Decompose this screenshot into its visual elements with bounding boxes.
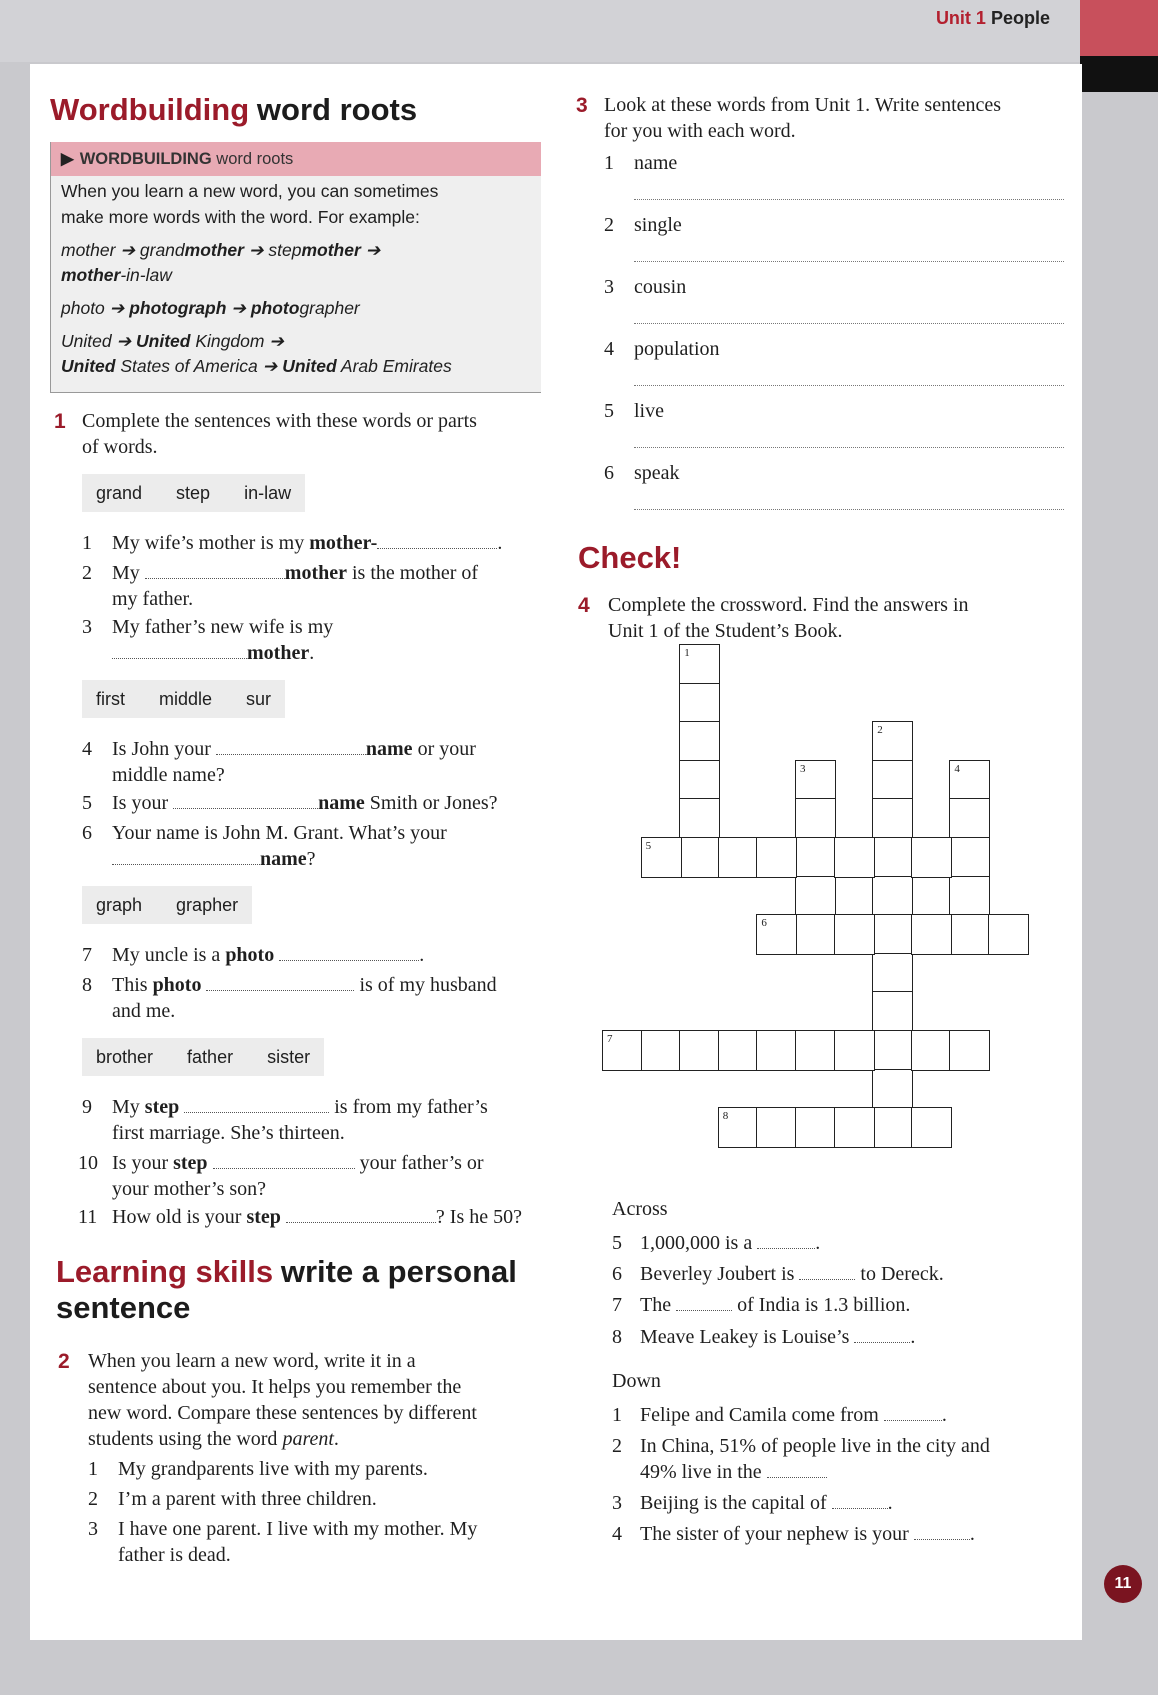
crossword-cell[interactable]: [718, 1030, 759, 1071]
ex4-number: 4: [578, 594, 590, 617]
answer-blank[interactable]: [184, 1094, 329, 1113]
writing-line[interactable]: [634, 199, 1064, 200]
crossword-cell[interactable]: [911, 1107, 952, 1148]
chip: brother: [96, 1047, 154, 1067]
crossword-clue-number: 7: [607, 1033, 613, 1045]
example-photo: photo ➔ photograph ➔ photographer: [61, 298, 360, 318]
topic-label: People: [990, 8, 1050, 28]
answer-blank[interactable]: [854, 1324, 910, 1343]
ex2-item-2: 2 I’m a parent with three children.: [88, 1488, 377, 1510]
crossword-cell[interactable]: [872, 1030, 913, 1071]
ex1-number: 1: [54, 410, 66, 433]
crossword-cell[interactable]: [911, 1030, 952, 1071]
answer-blank[interactable]: [173, 790, 318, 809]
sentence-5: 5 Is your name Smith or Jones?: [82, 792, 498, 814]
answer-blank[interactable]: [112, 640, 247, 659]
crossword-cell[interactable]: [834, 1107, 875, 1148]
ex3-word-5: 5 live: [604, 400, 664, 422]
crossword-cell[interactable]: [949, 837, 990, 878]
edge-strip: [1080, 56, 1158, 92]
crossword-cell[interactable]: [795, 1030, 836, 1071]
chip: graph: [96, 895, 143, 915]
across-clue-8: 8 Meave Leakey is Louise’s .: [612, 1326, 916, 1348]
crossword-cell[interactable]: [795, 837, 836, 878]
answer-blank[interactable]: [286, 1204, 436, 1223]
sentence-10: 10 Is your step your father’s or your mother’s son?: [78, 1152, 484, 1200]
example-mother: mother ➔ grandmother ➔ stepmother ➔ mother-in-law: [61, 240, 381, 285]
sentence-2: 2 My mother is the mother of my father.: [82, 562, 479, 610]
answer-blank[interactable]: [757, 1230, 815, 1249]
crossword-clue-number: 2: [877, 724, 883, 737]
crossword-cell[interactable]: [679, 683, 720, 724]
unit-label: Unit 1: [935, 8, 986, 28]
crossword-cell[interactable]: [949, 914, 990, 955]
crossword-cell[interactable]: [949, 1030, 990, 1071]
answer-blank[interactable]: [767, 1459, 827, 1478]
answer-blank[interactable]: [213, 1150, 355, 1169]
page-number: 11: [1104, 1565, 1142, 1603]
chip: middle: [159, 689, 213, 709]
answer-blank[interactable]: [914, 1521, 970, 1540]
crossword-clue-number: 3: [800, 762, 806, 775]
crossword-cell[interactable]: [795, 1107, 836, 1148]
crossword-cell[interactable]: [911, 837, 952, 878]
chip: sur: [246, 689, 272, 709]
crossword-cell[interactable]: [949, 798, 990, 839]
chip: grapher: [176, 895, 239, 915]
ex3-word-4: 4 population: [604, 338, 720, 360]
across-clue-6: 6 Beverley Joubert is to Dereck.: [612, 1263, 944, 1285]
down-clue-1: 1 Felipe and Camila come from .: [612, 1404, 947, 1426]
answer-blank[interactable]: [206, 972, 354, 991]
answer-blank[interactable]: [884, 1402, 942, 1421]
crossword-cell[interactable]: [872, 1069, 913, 1110]
ex3-word-1: 1 name: [604, 152, 678, 174]
sentence-8: 8 This photo is of my husband and me.: [82, 974, 497, 1022]
down-clue-3: 3 Beijing is the capital of .: [612, 1492, 893, 1514]
crossword-cell[interactable]: [756, 1107, 797, 1148]
across-clue-7: 7 The of India is 1.3 billion.: [612, 1294, 911, 1316]
ex3-word-6: 6 speak: [604, 462, 680, 484]
down-clue-4: 4 The sister of your nephew is your .: [612, 1523, 975, 1545]
chip: sister: [267, 1047, 311, 1067]
crossword-cell[interactable]: [872, 876, 913, 917]
crossword-cell[interactable]: [679, 760, 720, 801]
crossword-cell[interactable]: [872, 798, 913, 839]
crossword-cell[interactable]: [911, 914, 952, 955]
wordbuilding-box: [50, 142, 541, 393]
crossword-cell[interactable]: [872, 1107, 913, 1148]
crossword-cell[interactable]: [756, 837, 797, 878]
ex2-item-3: 3 I have one parent. I live with my mother. My father is dead.: [88, 1518, 478, 1566]
down-heading: Down: [612, 1370, 661, 1392]
across-clue-5: 5 1,000,000 is a .: [612, 1232, 821, 1254]
crossword-cell[interactable]: [641, 1030, 682, 1071]
ex3-number: 3: [576, 94, 588, 117]
sentence-9: 9 My step is from my father’s first marriage. She’s thirteen.: [82, 1096, 488, 1144]
chip: in-law: [244, 483, 292, 503]
wordbuilding-title: Wordbuilding word roots: [50, 92, 418, 127]
answer-blank[interactable]: [799, 1261, 855, 1280]
ex1-instruction: Complete the sentences with these words or parts of words.: [82, 410, 477, 458]
corner-tab: [1080, 0, 1158, 62]
crossword-cell[interactable]: [718, 837, 759, 878]
crossword-cell[interactable]: [872, 837, 913, 878]
learning-skills-title: Learning skills write a personal sentence: [56, 1254, 517, 1325]
answer-blank[interactable]: [216, 736, 366, 755]
chip: father: [187, 1047, 234, 1067]
ex2-item-1: 1 My grandparents live with my parents.: [88, 1458, 428, 1480]
play-arrow-icon: ▶: [61, 150, 74, 168]
ex2-instruction: When you learn a new word, write it in a sentence about you. It helps you remember the new word. Compare these sentences by different students using the word parent.: [88, 1350, 477, 1450]
chip: first: [96, 689, 125, 709]
writing-line[interactable]: [634, 261, 1064, 262]
chip: step: [176, 483, 211, 503]
ex3-word-2: 2 single: [604, 214, 682, 236]
wordbuilding-intro: When you learn a new word, you can sometimes make more words with the word. For example:: [61, 181, 439, 227]
workbook-page: [30, 64, 1082, 1640]
ex3-word-3: 3 cousin: [604, 276, 687, 298]
crossword-cell[interactable]: [679, 1030, 720, 1071]
check-title: Check!: [578, 540, 682, 575]
example-united: United ➔ United Kingdom ➔ United States of America ➔ United Arab Emirates: [61, 331, 452, 376]
crossword-cell[interactable]: [834, 914, 875, 955]
chip: grand: [96, 483, 143, 503]
sentence-11: 11 How old is your step ? Is he 50?: [78, 1206, 522, 1228]
running-header: [936, 8, 1050, 29]
crossword-cell[interactable]: [872, 914, 913, 955]
crossword-cell[interactable]: [949, 876, 990, 917]
word-chips-2: [82, 680, 285, 718]
wordbuilding-box-title: ▶ WORDBUILDING word roots: [51, 142, 541, 176]
writing-line[interactable]: [634, 509, 1064, 510]
crossword-cell[interactable]: [795, 914, 836, 955]
crossword-cell[interactable]: [795, 798, 836, 839]
sentence-4: 4 Is John your name or your middle name?: [82, 738, 476, 786]
ex2-number: 2: [58, 1350, 70, 1373]
ex4-instruction: Complete the crossword. Find the answers in Unit 1 of the Student’s Book.: [608, 594, 969, 642]
answer-blank[interactable]: [377, 530, 497, 549]
crossword-clue-number: 5: [645, 840, 652, 852]
across-heading: Across: [612, 1198, 668, 1220]
crossword-cell[interactable]: [834, 837, 875, 878]
down-clue-2: 2 In China, 51% of people live in the city and 49% live in the: [612, 1435, 990, 1483]
word-chips-3: [82, 886, 252, 924]
answer-blank[interactable]: [112, 846, 260, 865]
sentence-6: 6 Your name is John M. Grant. What’s your name?: [82, 822, 447, 870]
word-chips-1: [82, 474, 305, 512]
writing-line[interactable]: [634, 447, 1064, 448]
crossword-cell[interactable]: [795, 876, 836, 917]
crossword-cell[interactable]: [834, 1030, 875, 1071]
crossword-cell[interactable]: [872, 991, 913, 1032]
answer-blank[interactable]: [832, 1490, 888, 1509]
crossword-cell[interactable]: [988, 914, 1029, 955]
crossword-cell[interactable]: [679, 837, 720, 878]
crossword-cell[interactable]: [679, 798, 720, 839]
crossword-cell[interactable]: [756, 1030, 797, 1071]
crossword-cell[interactable]: [679, 721, 720, 762]
sentence-3: 3 My father’s new wife is my mother.: [82, 616, 334, 664]
crossword-clue-number: 4: [954, 762, 960, 775]
sentence-1: 1 My wife’s mother is my mother- .: [82, 532, 503, 554]
crossword-clue-number: 8: [722, 1110, 729, 1123]
sentence-7: 7 My uncle is a photo .: [82, 944, 425, 966]
crossword-clue-number: 1: [684, 647, 690, 659]
writing-line[interactable]: [634, 323, 1064, 324]
answer-blank[interactable]: [676, 1292, 732, 1311]
ex3-instruction: Look at these words from Unit 1. Write sentences for you with each word.: [604, 94, 1002, 142]
word-chips-4: [82, 1038, 324, 1076]
answer-blank[interactable]: [279, 942, 419, 961]
answer-blank[interactable]: [145, 560, 285, 579]
crossword-cell[interactable]: [872, 760, 913, 801]
crossword-clue-number: 6: [761, 917, 767, 930]
crossword-cell[interactable]: [872, 953, 913, 994]
writing-line[interactable]: [634, 385, 1064, 386]
